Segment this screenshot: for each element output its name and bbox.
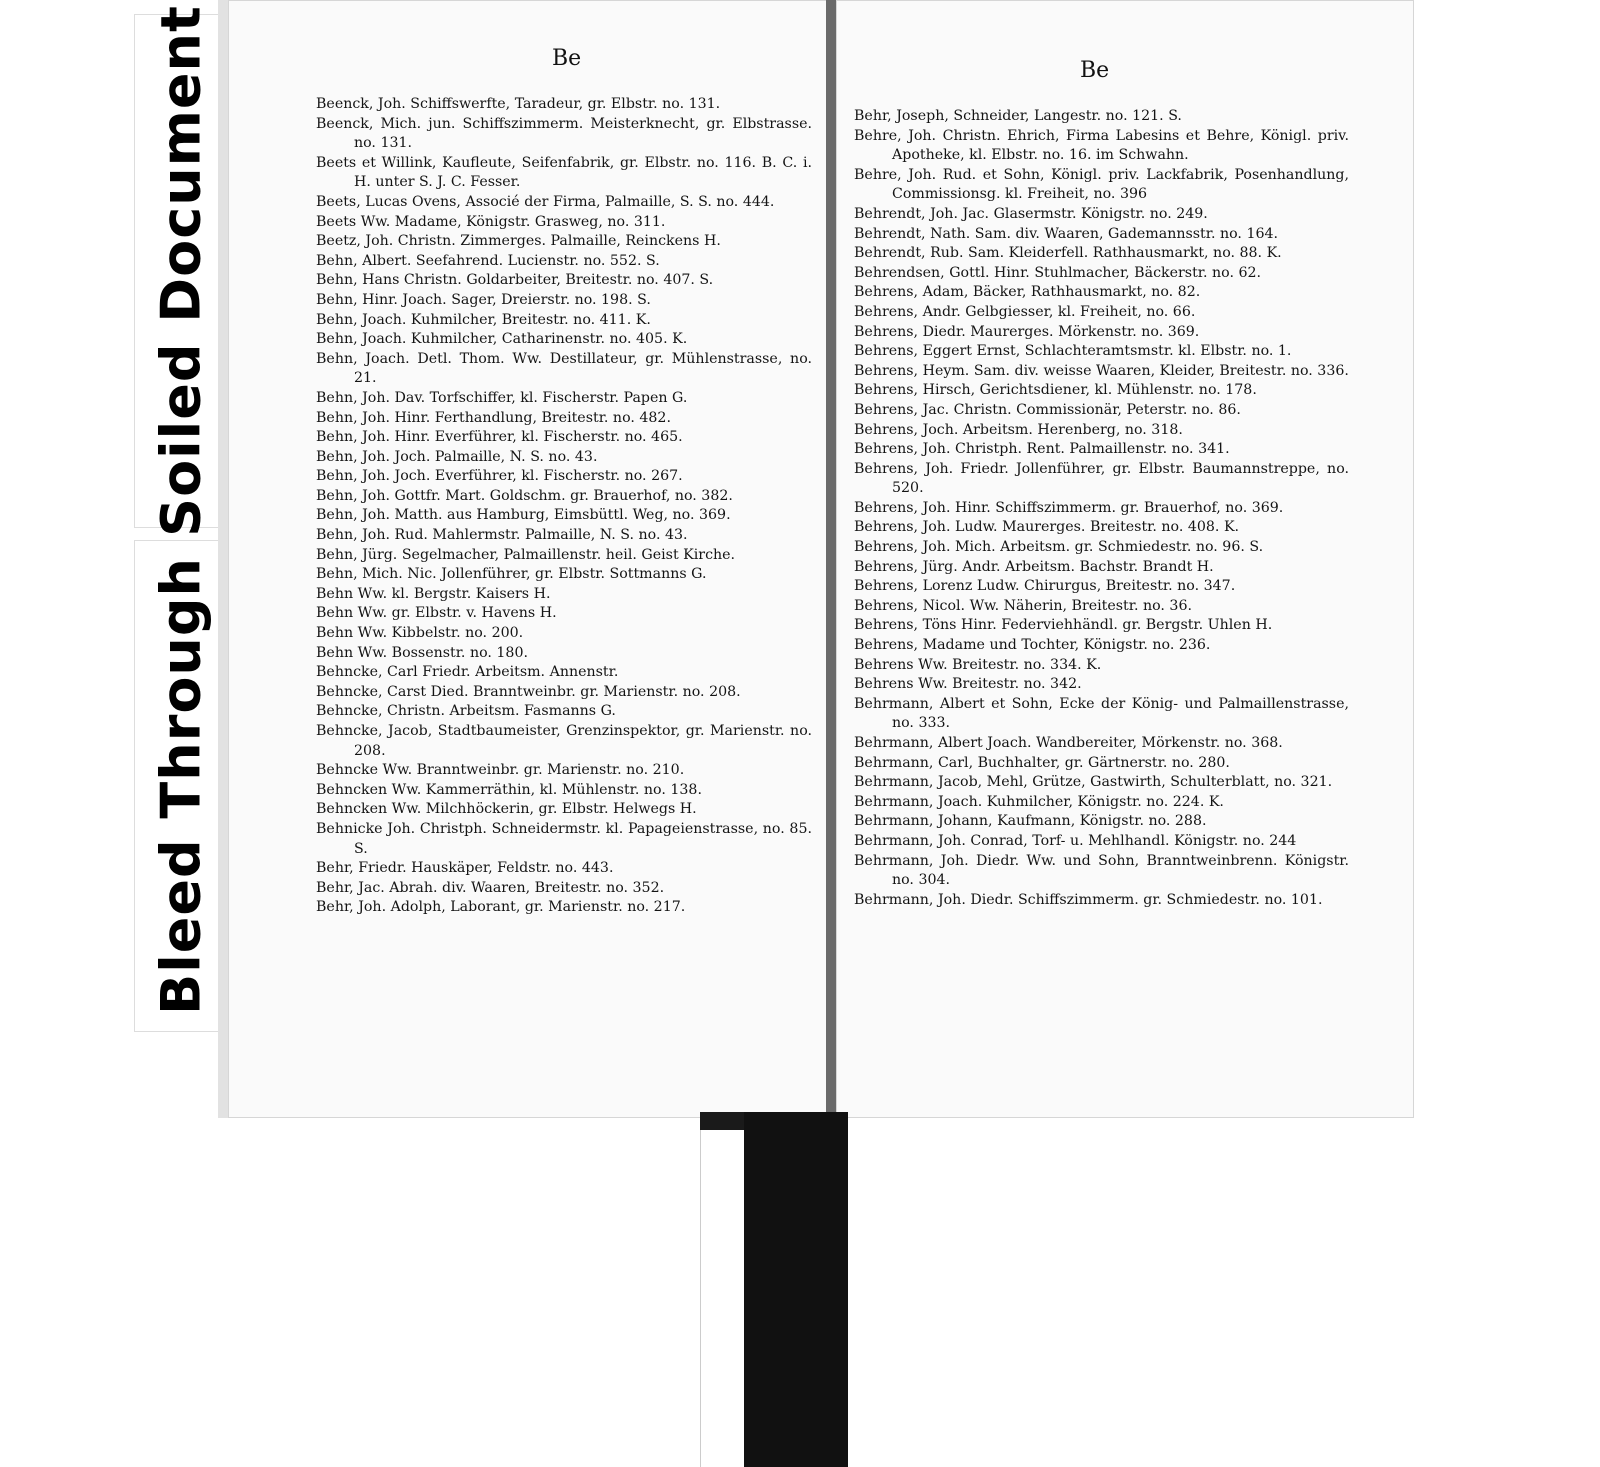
directory-entry: Behncke Ww. Branntweinbr. gr. Marienstr. no. 210. — [316, 762, 685, 779]
directory-entry: Behrendt, Rub. Sam. Kleiderfell. Rathhausmarkt, no. 88. K. — [854, 245, 1282, 262]
right-entry-list — [854, 107, 1349, 910]
directory-entry: Behr, Joseph, Schneider, Langestr. no. 121. S. — [854, 108, 1182, 124]
directory-entry: Beets Ww. Madame, Königstr. Grasweg, no. 311. — [316, 213, 666, 230]
directory-entry: Beets, Lucas Ovens, Associé der Firma, Palmaille, S. S. no. 444. — [316, 193, 775, 210]
directory-entry: Behn, Joh. Rud. Mahlermstr. Palmaille, N. S. no. 43. — [316, 527, 688, 544]
directory-entry: Behre, Joh. Rud. et Sohn, Königl. priv. Lackfabrik, Posenhandlung, Commissionsg. kl. Freiheit, no. 396 — [854, 166, 1349, 203]
bleed-through-label — [134, 540, 228, 1032]
directory-entry: Behrens, Hirsch, Gerichtsdiener, kl. Mühlenstr. no. 178. — [854, 382, 1257, 399]
soiled-document-label — [134, 5, 228, 537]
directory-entry: Behr, Friedr. Hauskäper, Feldstr. no. 443. — [316, 860, 614, 877]
directory-entry: Beetz, Joh. Christn. Zimmerges. Palmaille, Reinckens H. — [316, 233, 721, 250]
directory-entry: Behrens, Andr. Gelbgiesser, kl. Freiheit, no. 66. — [854, 303, 1196, 320]
directory-entry: Behrens, Madame und Tochter, Königstr. no. 236. — [854, 637, 1211, 654]
directory-entry: Behrens, Lorenz Ludw. Chirurgus, Breitestr. no. 347. — [854, 578, 1236, 595]
directory-entry: Behnicke Joh. Christph. Schneidermstr. kl. Papageienstrasse, no. 85. S. — [316, 820, 812, 857]
directory-entry: Behrmann, Johann, Kaufmann, Königstr. no. 288. — [854, 813, 1207, 830]
directory-entry: Behrens, Joh. Friedr. Jollenführer, gr. Elbstr. Baumannstreppe, no. 520. — [854, 460, 1349, 497]
left-page-header: Be — [552, 46, 582, 71]
directory-entry: Behrens, Eggert Ernst, Schlachteramtsmstr. kl. Elbstr. no. 1. — [854, 343, 1292, 360]
directory-entry: Behn, Hans Christn. Goldarbeiter, Breitestr. no. 407. S. — [316, 272, 714, 289]
directory-entry: Behncke, Christn. Arbeitsm. Fasmanns G. — [316, 703, 616, 720]
directory-entry: Behrens, Töns Hinr. Federviehhändl. gr. Bergstr. Uhlen H. — [854, 617, 1273, 634]
directory-entry: Behrens, Joch. Arbeitsm. Herenberg, no. 318. — [854, 421, 1183, 438]
bleed-through-text: Bleed Through — [149, 557, 213, 1015]
directory-entry: Behrens, Nicol. Ww. Näherin, Breitestr. no. 36. — [854, 597, 1192, 614]
directory-entry: Behrens, Joh. Ludw. Maurerges. Breitestr. no. 408. K. — [854, 519, 1240, 536]
directory-entry: Behr, Jac. Abrah. div. Waaren, Breitestr. no. 352. — [316, 879, 665, 896]
directory-entry: Behn, Joach. Kuhmilcher, Breitestr. no. 411. K. — [316, 311, 651, 328]
directory-entry: Behrmann, Joh. Conrad, Torf- u. Mehlhandl. Königstr. no. 244 — [854, 832, 1297, 849]
directory-entry: Behrens Ww. Breitestr. no. 342. — [854, 676, 1082, 693]
directory-entry: Behrens Ww. Breitestr. no. 334. K. — [854, 656, 1102, 673]
binding-column — [744, 1112, 848, 1467]
directory-entry: Behrens, Diedr. Maurerges. Mörkenstr. no. 369. — [854, 323, 1200, 340]
page-gutter — [826, 0, 836, 1112]
directory-entry: Behrmann, Carl, Buchhalter, gr. Gärtnerstr. no. 280. — [854, 754, 1230, 771]
directory-entry: Behn Ww. Kibbelstr. no. 200. — [316, 625, 524, 642]
directory-entry: Behn, Joh. Joch. Palmaille, N. S. no. 43. — [316, 448, 598, 465]
directory-entry: Behrmann, Joh. Diedr. Ww. und Sohn, Branntweinbrenn. Königstr. no. 304. — [854, 852, 1349, 889]
directory-entry: Behr, Joh. Adolph, Laborant, gr. Marienstr. no. 217. — [316, 899, 686, 916]
right-page-header: Be — [1080, 58, 1110, 83]
directory-entry: Behrendsen, Gottl. Hinr. Stuhlmacher, Bäckerstr. no. 62. — [854, 264, 1262, 281]
directory-entry: Behrmann, Albert Joach. Wandbereiter, Mörkenstr. no. 368. — [854, 735, 1283, 751]
directory-entry: Behrmann, Jacob, Mehl, Grütze, Gastwirth, Schulterblatt, no. 321. — [854, 774, 1333, 791]
directory-entry: Behn, Joh. Hinr. Everführer, kl. Fischerstr. no. 465. — [316, 429, 683, 446]
directory-entry: Behn, Mich. Nic. Jollenführer, gr. Elbstr. Sottmanns G. — [316, 566, 707, 583]
directory-entry: Behrens, Jürg. Andr. Arbeitsm. Bachstr. Brandt H. — [854, 558, 1214, 575]
directory-entry: Behn, Joh. Hinr. Ferthandlung, Breitestr. no. 482. — [316, 409, 671, 426]
directory-entry: Behn, Hinr. Joach. Sager, Dreierstr. no. 198. S. — [316, 291, 651, 308]
directory-entry: Behrmann, Albert et Sohn, Ecke der König- und Palmaillenstrasse, no. 333. — [854, 695, 1349, 732]
directory-entry: Behn, Joh. Matth. aus Hamburg, Eimsbüttl. Weg, no. 369. — [316, 507, 731, 524]
directory-entry: Behncke, Carst Died. Branntweinbr. gr. Marienstr. no. 208. — [316, 683, 741, 700]
directory-entry: Behn, Joach. Detl. Thom. Ww. Destillateur, gr. Mühlenstrasse, no. 21. — [316, 350, 812, 387]
directory-entry: Behncken Ww. Milchhöckerin, gr. Elbstr. Helwegs H. — [316, 801, 697, 818]
directory-entry: Behrmann, Joh. Diedr. Schiffszimmerm. gr. Schmiedestr. no. 101. — [854, 891, 1323, 908]
directory-entry: Behrens, Joh. Hinr. Schiffszimmerm. gr. Brauerhof, no. 369. — [854, 499, 1284, 516]
directory-entry: Behrmann, Joach. Kuhmilcher, Königstr. no. 224. K. — [854, 793, 1224, 810]
directory-entry: Behn Ww. gr. Elbstr. v. Havens H. — [316, 605, 557, 622]
soiled-document-text: Soiled Document — [149, 5, 213, 537]
directory-entry: Behrens, Joh. Christph. Rent. Palmaillenstr. no. 341. — [854, 441, 1230, 458]
directory-entry: Behncken Ww. Kammerräthin, kl. Mühlenstr. no. 138. — [316, 781, 702, 798]
directory-entry: Behn Ww. kl. Bergstr. Kaisers H. — [316, 585, 551, 602]
directory-entry: Behn, Jürg. Segelmacher, Palmaillenstr. heil. Geist Kirche. — [316, 546, 736, 563]
directory-entry: Behn, Albert. Seefahrend. Lucienstr. no. 552. S. — [316, 252, 660, 269]
directory-entry: Behre, Joh. Christn. Ehrich, Firma Labesins et Behre, Königl. priv. Apotheke, kl. Elbstr. no. 16. im Schwahn. — [854, 127, 1349, 164]
directory-entry: Behrens, Adam, Bäcker, Rathhausmarkt, no. 82. — [854, 284, 1201, 301]
directory-entry: Behn, Joh. Gottfr. Mart. Goldschm. gr. Brauerhof, no. 382. — [316, 487, 733, 504]
paper-strip — [700, 1130, 745, 1467]
directory-entry: Behrens, Heym. Sam. div. weisse Waaren, Kleider, Breitestr. no. 336. — [854, 362, 1349, 379]
directory-entry: Behn Ww. Bossenstr. no. 180. — [316, 644, 528, 661]
directory-entry: Beenck, Joh. Schiffswerfte, Taradeur, gr. Elbstr. no. 131. — [316, 96, 721, 112]
directory-entry: Behn, Joh. Dav. Torfschiffer, kl. Fischerstr. Papen G. — [316, 389, 688, 406]
directory-entry: Beets et Willink, Kaufleute, Seifenfabrik, gr. Elbstr. no. 116. B. C. i. H. unter S. J. C. Fesser. — [316, 154, 812, 191]
directory-entry: Behrens, Joh. Mich. Arbeitsm. gr. Schmiedestr. no. 96. S. — [854, 539, 1264, 556]
directory-entry: Beenck, Mich. jun. Schiffszimmerm. Meisterknecht, gr. Elbstrasse. no. 131. — [316, 115, 812, 152]
directory-entry: Behncke, Carl Friedr. Arbeitsm. Annenstr. — [316, 664, 619, 681]
left-entry-list — [316, 95, 812, 918]
directory-entry: Behrendt, Nath. Sam. div. Waaren, Gademannsstr. no. 164. — [854, 225, 1279, 242]
directory-entry: Behrendt, Joh. Jac. Glasermstr. Königstr. no. 249. — [854, 205, 1208, 222]
directory-entry: Behrens, Jac. Christn. Commissionär, Peterstr. no. 86. — [854, 401, 1241, 418]
directory-entry: Behn, Joach. Kuhmilcher, Catharinenstr. no. 405. K. — [316, 331, 688, 348]
directory-entry: Behncke, Jacob, Stadtbaumeister, Grenzinspektor, gr. Marienstr. no. 208. — [316, 723, 812, 759]
directory-entry: Behn, Joh. Joch. Everführer, kl. Fischerstr. no. 267. — [316, 468, 683, 485]
